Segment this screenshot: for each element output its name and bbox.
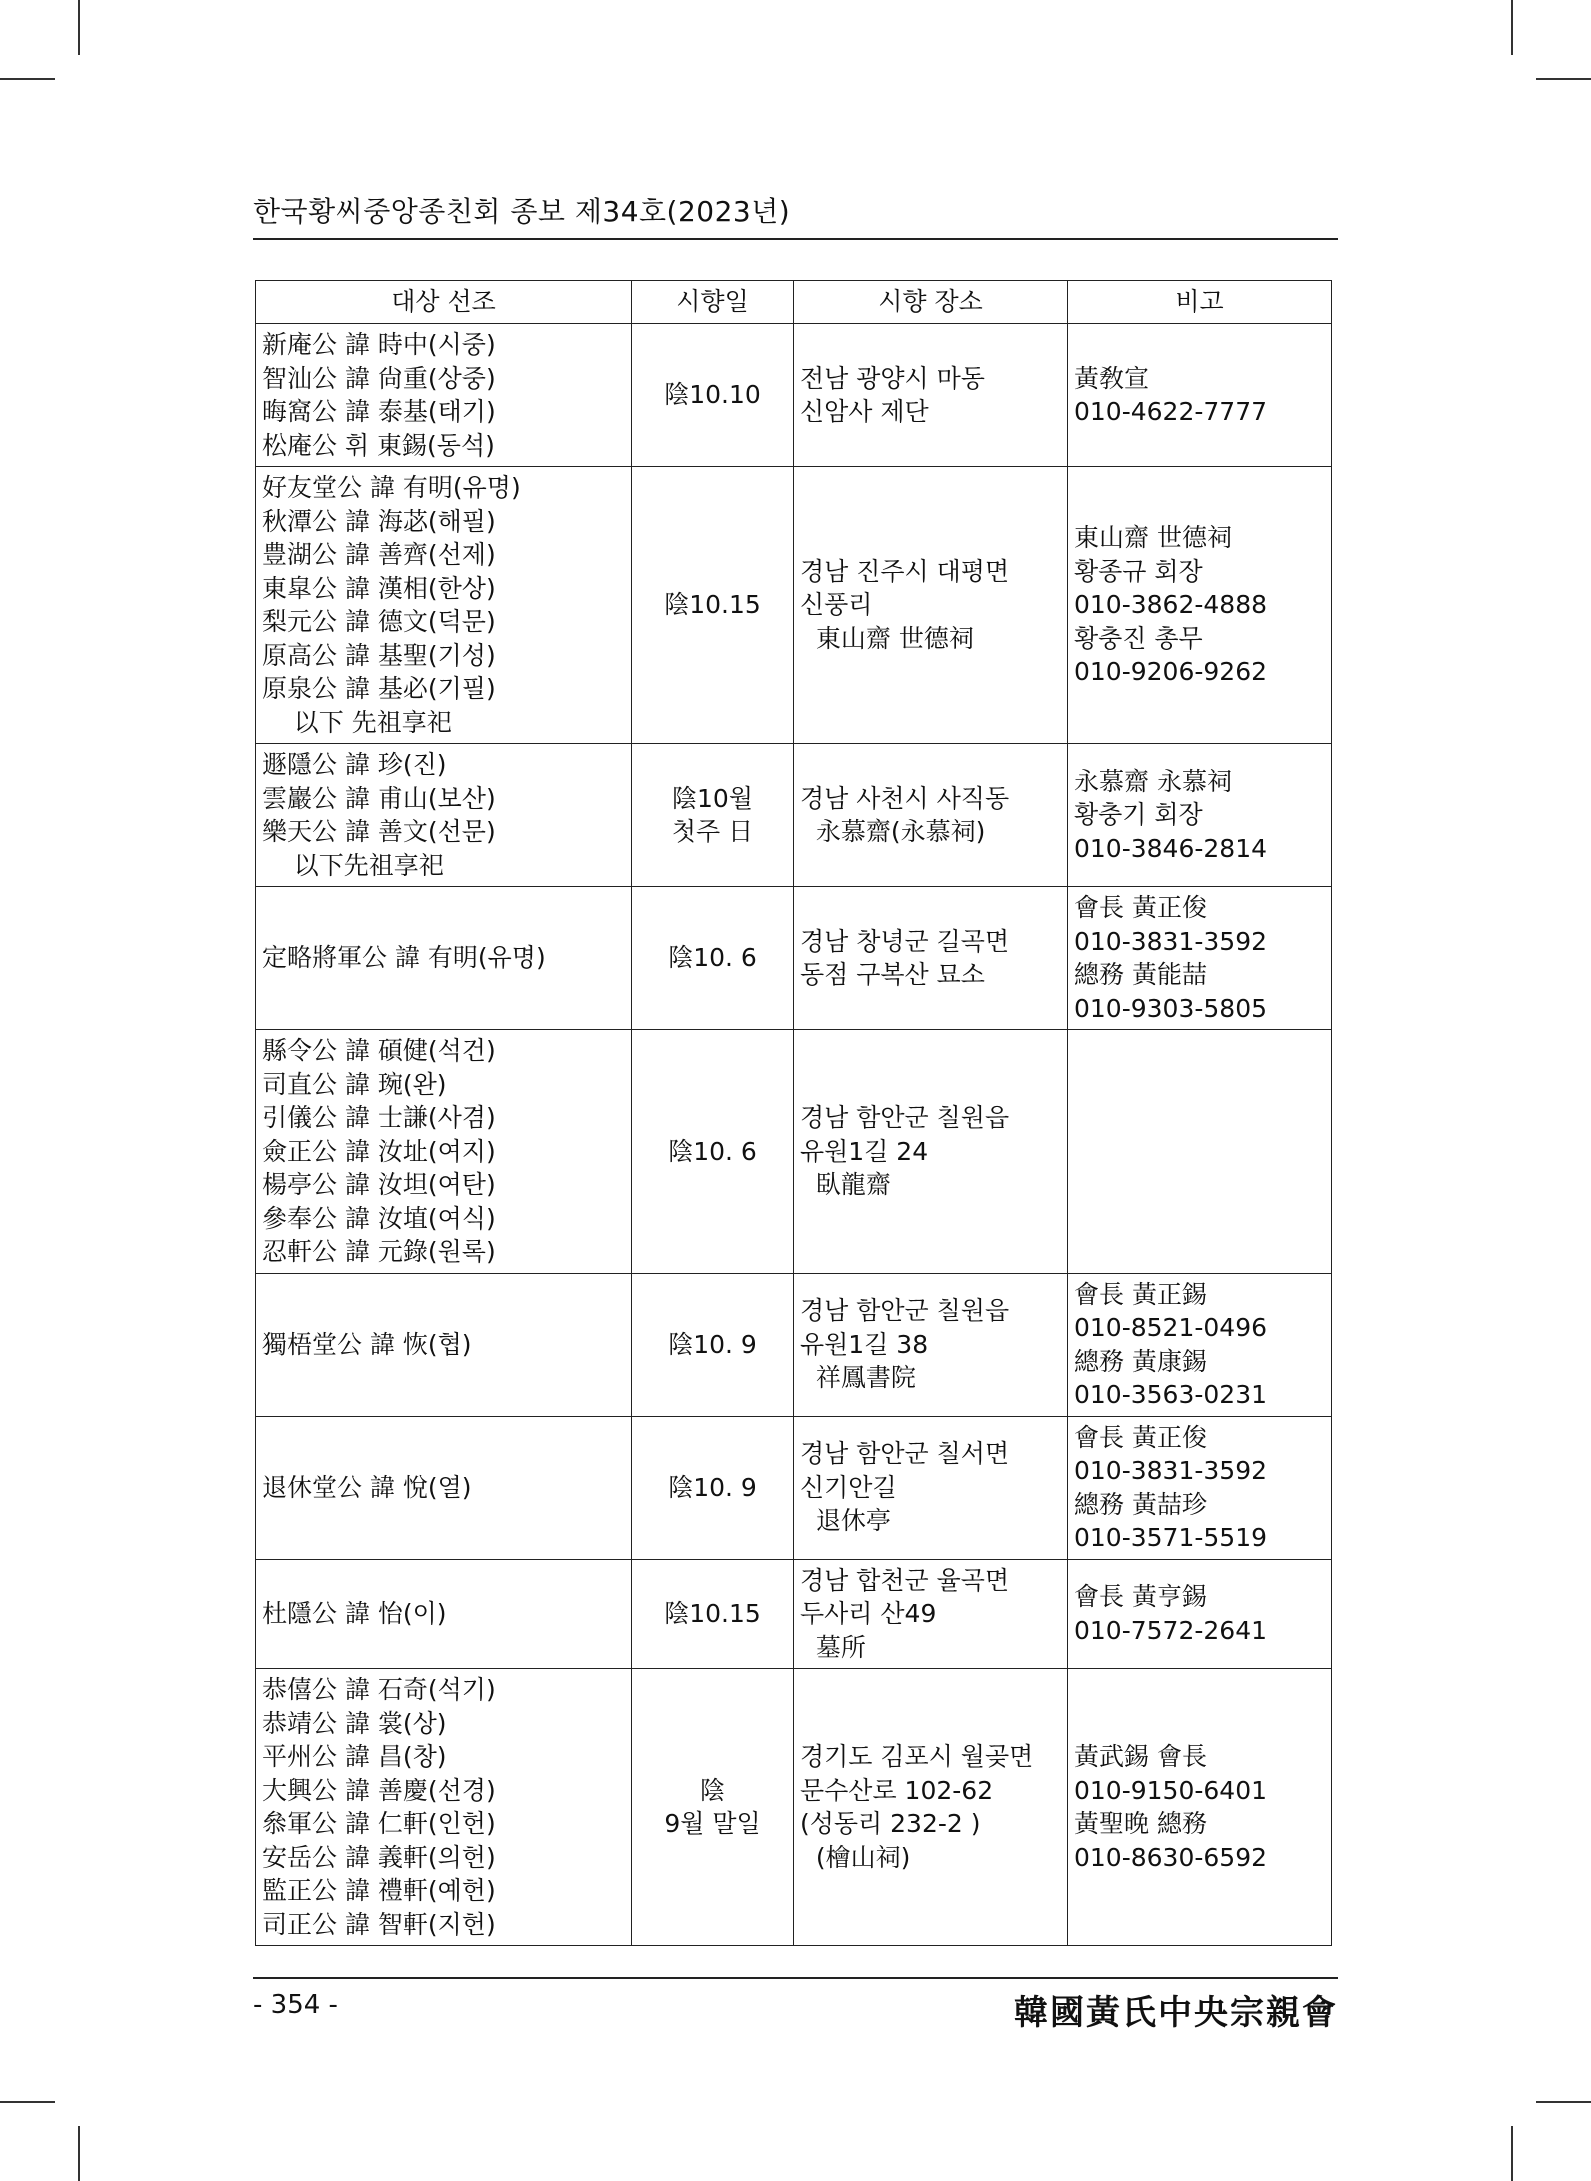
note-cell <box>1068 1669 1332 1946</box>
ancestors-cell <box>256 1669 632 1946</box>
ancestors-line: 以下 先祖享祀 <box>262 707 452 737</box>
date-line: 첫주 日 <box>671 817 754 846</box>
note-line: 會長 黃正俊 <box>1074 1422 1207 1452</box>
ancestors-line: 晦窩公 諱 泰基(태기) <box>262 397 496 426</box>
ancestors-line: 獨梧堂公 諱 恢(협) <box>262 1329 472 1359</box>
note-cell <box>1068 887 1332 1030</box>
note-line: 010-9303-5805 <box>1074 993 1268 1023</box>
ancestors-line: 引儀公 諱 士謙(사겸) <box>262 1103 496 1132</box>
column-header-date: 시향일 <box>632 281 794 324</box>
date-line: 陰10. 6 <box>668 1136 757 1166</box>
date-line: 陰10. 6 <box>668 943 757 973</box>
place-line: (檜山祠) <box>800 1842 911 1872</box>
table-row <box>256 1273 1332 1416</box>
date-line: 陰10.15 <box>664 590 761 620</box>
place-line: 경남 창녕군 길곡면 <box>800 926 1010 956</box>
crop-mark <box>1536 78 1591 80</box>
place-line: 墓所 <box>800 1632 866 1662</box>
place-line: 退休亭 <box>800 1506 891 1536</box>
note-cell <box>1068 1030 1332 1274</box>
ancestors-cell <box>256 1030 632 1274</box>
note-line: 會長 黃亨錫 <box>1074 1582 1207 1612</box>
place-cell <box>794 744 1068 887</box>
date-cell <box>632 887 794 1030</box>
note-line: 010-4622-7777 <box>1074 397 1268 426</box>
footer-rule <box>253 1977 1338 1979</box>
ancestors-line: 監正公 諱 禮軒(예헌) <box>262 1876 496 1905</box>
place-line: 두사리 산49 <box>800 1599 937 1628</box>
ancestors-line: 遯隱公 諱 珍(진) <box>262 750 447 779</box>
ancestors-line: 楊亭公 諱 汝坦(여탄) <box>262 1170 496 1199</box>
place-cell <box>794 1273 1068 1416</box>
ancestors-line: 司正公 諱 智軒(지헌) <box>262 1909 496 1939</box>
place-cell <box>794 1669 1068 1946</box>
date-line: 陰10.10 <box>664 380 761 410</box>
note-line: 黃聖晚 總務 <box>1074 1809 1207 1838</box>
publisher-brand: 韓國黃氏中央宗親會 <box>1014 1993 1338 2033</box>
note-line: 010-3571-5519 <box>1074 1523 1268 1552</box>
memorial-rites-table <box>255 280 1332 1946</box>
table-row <box>256 744 1332 887</box>
note-line: 010-8630-6592 <box>1074 1842 1268 1872</box>
crop-mark <box>78 0 80 55</box>
note-cell <box>1068 1273 1332 1416</box>
ancestors-line: 定略將軍公 諱 有明(유명) <box>262 943 546 973</box>
date-cell <box>632 744 794 887</box>
place-line: 경기도 김포시 월곶면 <box>800 1742 1034 1771</box>
note-line: 總務 黃能喆 <box>1074 960 1207 989</box>
note-line: 會長 黃正錫 <box>1074 1279 1207 1309</box>
date-cell <box>632 324 794 467</box>
table-row <box>256 1669 1332 1946</box>
ancestors-line: 恭靖公 諱 裳(상) <box>262 1708 447 1738</box>
ancestors-cell <box>256 1559 632 1669</box>
ancestors-line: 僉正公 諱 汝址(여지) <box>262 1136 496 1166</box>
ancestors-cell <box>256 467 632 744</box>
date-line: 9월 말일 <box>664 1809 761 1838</box>
date-cell <box>632 1273 794 1416</box>
place-line: 신기안길 <box>800 1472 897 1502</box>
ancestors-line: 樂天公 諱 善文(선문) <box>262 817 496 846</box>
place-line: 경남 사천시 사직동 <box>800 783 1010 813</box>
ancestors-line: 司直公 諱 琬(완) <box>262 1069 447 1099</box>
note-line: 황충기 회장 <box>1074 800 1203 830</box>
ancestors-line: 豊湖公 諱 善齊(선제) <box>262 540 496 569</box>
crop-mark <box>0 78 55 80</box>
ancestors-line: 新庵公 諱 時中(시중) <box>262 330 496 359</box>
page-header-title: 한국황씨중앙종친회 종보 제34호(2023년) <box>253 195 791 228</box>
place-line: 유원1길 24 <box>800 1136 929 1166</box>
place-line: 東山齋 世德祠 <box>800 623 974 653</box>
crop-mark <box>1536 2101 1591 2103</box>
date-line: 陰10월 <box>672 783 753 813</box>
ancestors-line: 退休堂公 諱 悅(열) <box>262 1472 472 1502</box>
place-line: 경남 함안군 칠서면 <box>800 1439 1010 1469</box>
note-line: 010-3846-2814 <box>1074 833 1268 863</box>
table-row <box>256 1030 1332 1274</box>
note-line: 會長 黃正俊 <box>1074 893 1207 922</box>
note-line: 010-3563-0231 <box>1074 1380 1268 1409</box>
place-cell <box>794 1416 1068 1559</box>
ancestors-line: 梨元公 諱 德文(덕문) <box>262 607 496 636</box>
date-line: 陰10. 9 <box>668 1329 757 1359</box>
note-line: 010-3862-4888 <box>1074 590 1268 620</box>
place-line: 신풍리 <box>800 590 873 620</box>
place-line: 신암사 제단 <box>800 397 929 426</box>
ancestors-line: 杜隱公 諱 怡(이) <box>262 1599 447 1628</box>
ancestors-line: 忍軒公 諱 元錄(원록) <box>262 1237 496 1266</box>
date-cell <box>632 1030 794 1274</box>
crop-mark <box>1511 2126 1513 2181</box>
ancestors-line: 以下先祖享祀 <box>262 850 444 880</box>
place-line: 경남 함안군 칠원읍 <box>800 1103 1010 1132</box>
ancestors-cell <box>256 887 632 1030</box>
note-line: 總務 黃喆珍 <box>1074 1489 1207 1519</box>
note-line: 황종규 회장 <box>1074 556 1203 586</box>
note-line: 010-9150-6401 <box>1074 1775 1268 1805</box>
ancestors-line: 智汕公 諱 尙重(상중) <box>262 363 496 393</box>
place-line: 永慕齋(永慕祠) <box>800 817 986 846</box>
place-line: 臥龍齋 <box>800 1170 891 1199</box>
ancestors-line: 安岳公 諱 義軒(의헌) <box>262 1842 496 1872</box>
ancestors-cell <box>256 324 632 467</box>
note-line: 總務 黃康錫 <box>1074 1346 1207 1376</box>
place-cell <box>794 324 1068 467</box>
ancestors-line: 原高公 諱 基聖(기성) <box>262 640 496 670</box>
ancestors-line: 秋潭公 諱 海苾(해필) <box>262 506 496 536</box>
place-cell <box>794 1559 1068 1669</box>
place-cell <box>794 467 1068 744</box>
table-row <box>256 1559 1332 1669</box>
place-line: 경남 합천군 율곡면 <box>800 1565 1010 1595</box>
place-cell <box>794 887 1068 1030</box>
table-row <box>256 1416 1332 1559</box>
date-cell <box>632 1669 794 1946</box>
note-line: 010-7572-2641 <box>1074 1615 1268 1645</box>
ancestors-line: 叅軍公 諱 仁軒(인헌) <box>262 1809 496 1838</box>
ancestors-line: 大興公 諱 善慶(선경) <box>262 1775 496 1805</box>
table-row <box>256 887 1332 1030</box>
column-header-place: 시향 장소 <box>794 281 1068 324</box>
ancestors-line: 原泉公 諱 基必(기필) <box>262 674 496 703</box>
place-line: 경남 진주시 대평면 <box>800 556 1010 586</box>
date-line: 陰 <box>699 1775 725 1805</box>
place-line: 전남 광양시 마동 <box>800 363 985 393</box>
note-cell <box>1068 744 1332 887</box>
page-number: - 354 - <box>253 1990 338 2020</box>
place-line: 경남 함안군 칠원읍 <box>800 1296 1010 1326</box>
note-line: 010-3831-3592 <box>1074 926 1268 956</box>
place-line: (성동리 232-2 ) <box>800 1809 981 1838</box>
ancestors-line: 雲巖公 諱 甫山(보산) <box>262 783 496 813</box>
place-line: 동점 구복산 묘소 <box>800 960 985 989</box>
crop-mark <box>1511 0 1513 55</box>
place-line: 문수산로 102-62 <box>800 1775 994 1805</box>
date-cell <box>632 467 794 744</box>
header-rule <box>253 238 1338 240</box>
ancestors-line: 恭僖公 諱 石奇(석기) <box>262 1675 496 1704</box>
note-cell <box>1068 324 1332 467</box>
note-line: 010-3831-3592 <box>1074 1456 1268 1485</box>
ancestors-line: 縣令公 諱 碩健(석건) <box>262 1036 496 1065</box>
place-line: 祥鳳書院 <box>800 1363 916 1393</box>
date-cell <box>632 1416 794 1559</box>
date-cell <box>632 1559 794 1669</box>
note-line: 永慕齋 永慕祠 <box>1074 766 1232 796</box>
ancestors-cell <box>256 1416 632 1559</box>
note-line: 黃武錫 會長 <box>1074 1742 1207 1771</box>
crop-mark <box>0 2101 55 2103</box>
ancestors-cell <box>256 1273 632 1416</box>
ancestors-line: 東皐公 諱 漢相(한상) <box>262 573 496 603</box>
note-line: 東山齋 世德祠 <box>1074 523 1232 553</box>
date-line: 陰10. 9 <box>668 1472 757 1502</box>
column-header-note: 비고 <box>1068 281 1332 324</box>
note-cell <box>1068 1559 1332 1669</box>
ancestors-line: 平州公 諱 昌(창) <box>262 1742 447 1771</box>
ancestors-line: 松庵公 휘 東錫(동석) <box>262 430 495 460</box>
column-header-ancestors: 대상 선조 <box>256 281 632 324</box>
ancestors-line: 好友堂公 諱 有明(유명) <box>262 473 521 502</box>
ancestors-line: 參奉公 諱 汝埴(여식) <box>262 1203 496 1233</box>
place-line: 유원1길 38 <box>800 1329 929 1359</box>
note-cell <box>1068 467 1332 744</box>
note-line: 황충진 총무 <box>1074 623 1203 653</box>
note-cell <box>1068 1416 1332 1559</box>
table-row <box>256 324 1332 467</box>
crop-mark <box>78 2126 80 2181</box>
note-line: 010-9206-9262 <box>1074 657 1268 687</box>
place-cell <box>794 1030 1068 1274</box>
ancestors-cell <box>256 744 632 887</box>
date-line: 陰10.15 <box>664 1599 761 1628</box>
table-header-row <box>256 281 1332 324</box>
table-row <box>256 467 1332 744</box>
note-line: 010-8521-0496 <box>1074 1313 1268 1342</box>
note-line: 黃敎宣 <box>1074 363 1150 393</box>
